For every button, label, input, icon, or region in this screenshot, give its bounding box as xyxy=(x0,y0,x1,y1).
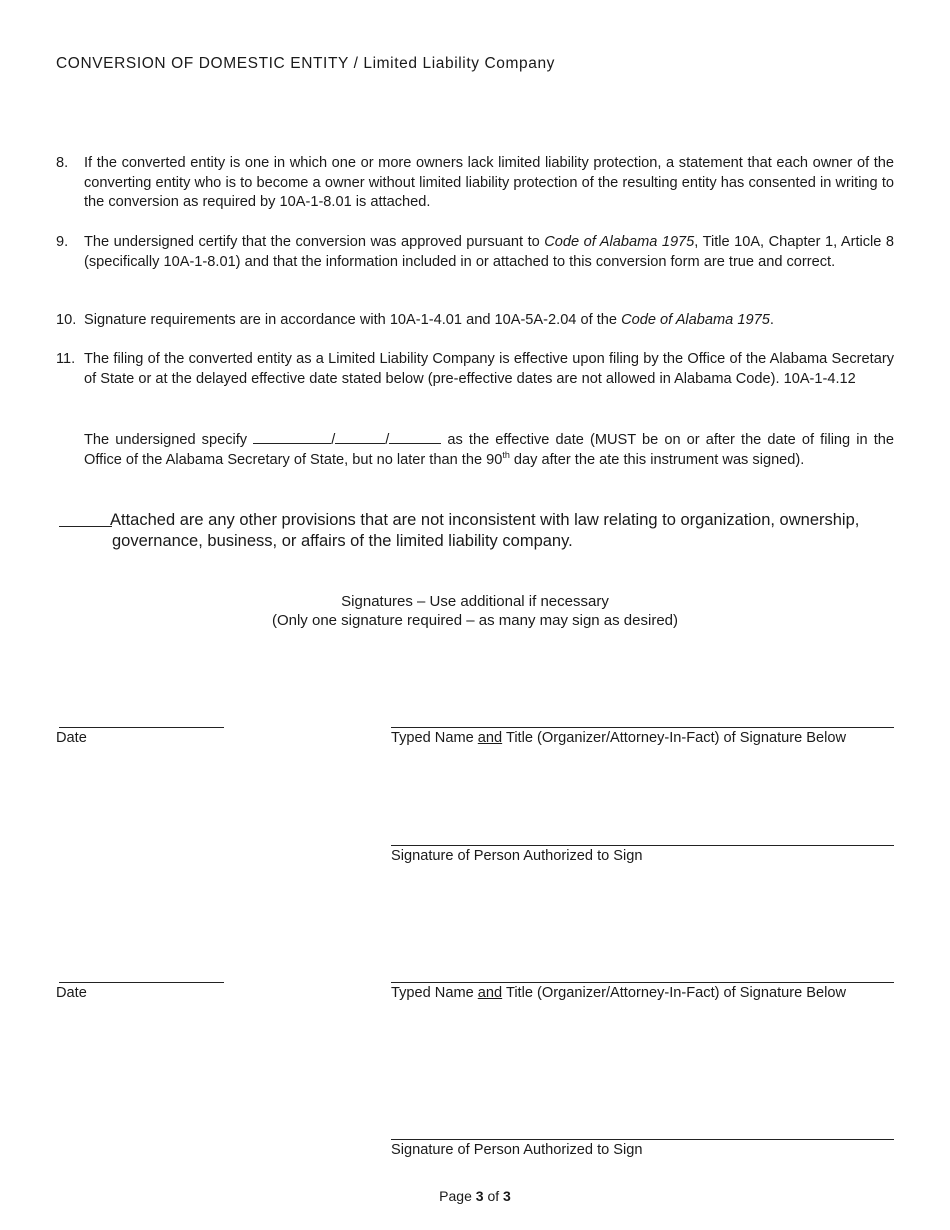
item-number: 8. xyxy=(56,155,69,171)
date-line[interactable] xyxy=(59,982,224,983)
item-10 xyxy=(56,311,894,331)
current-page: 3 xyxy=(475,1188,484,1204)
item-text: The filing of the converted entity as a Limited Liability Company is effective upon filing by the Office of the Alabama Secretary of State or at the delayed effective date stated below (pre-effective dates are not allowed in Alabama Code). 10A-1-4.12 xyxy=(84,351,894,387)
date-label: Date xyxy=(56,985,87,1001)
total-pages: 3 xyxy=(503,1188,511,1204)
item-number: 9. xyxy=(56,234,69,250)
effective-day-field[interactable] xyxy=(335,429,385,444)
item-number: 11. xyxy=(56,351,76,367)
item-text: Signature requirements are in accordance with 10A-1-4.01 and 10A-5A-2.04 of the Code of Alabama 1975. xyxy=(84,312,774,328)
date-label: Date xyxy=(56,730,87,746)
signature-label: Signature of Person Authorized to Sign xyxy=(391,848,643,864)
code-reference: Code of Alabama 1975 xyxy=(544,234,695,250)
item-8 xyxy=(56,154,894,213)
effective-date-paragraph: The undersigned specify / / as the effective date (MUST be on or after the date of filing in the Office of the Alabama Secretary of State, but no later than the 90th day after the ate this instrument was signed). xyxy=(56,429,894,470)
item-number: 10. xyxy=(56,312,77,328)
item-text: The undersigned certify that the conversion was approved pursuant to Code of Alabama 1975, Title 10A, Chapter 1, Article 8 (specifically 10A-1-8.01) and that the information included in or attached to this conversion form are true and correct. xyxy=(84,234,895,270)
typed-name-label: Typed Name and Title (Organizer/Attorney-In-Fact) of Signature Below xyxy=(391,985,847,1001)
effective-year-field[interactable] xyxy=(389,429,441,444)
item-text: If the converted entity is one in which one or more owners lack limited liability protection, a statement that each owner of the converting entity who is to become a owner without limited liability protection of the resulting entity has consented in writing to the conversion as required by 10A-1-8.01 is attached. xyxy=(84,155,894,211)
signature-line[interactable] xyxy=(391,1139,894,1140)
typed-name-line[interactable] xyxy=(391,982,894,983)
typed-name-label: Typed Name and Title (Organizer/Attorney-In-Fact) of Signature Below xyxy=(391,730,847,746)
date-line[interactable] xyxy=(59,727,224,728)
page-header: CONVERSION OF DOMESTIC ENTITY / Limited Liability Company xyxy=(56,55,556,72)
attached-text: Attached are any other provisions that are not inconsistent with law relating to organization, ownership, governance, business, or affairs of the limited liability company. xyxy=(110,511,860,550)
signature-line[interactable] xyxy=(391,845,894,846)
effective-month-field[interactable] xyxy=(253,429,331,444)
typed-name-line[interactable] xyxy=(391,727,894,728)
item-11 xyxy=(56,350,894,389)
attached-provisions xyxy=(56,510,894,552)
code-reference: Code of Alabama 1975 xyxy=(621,312,770,328)
signatures-subtitle: (Only one signature required – as many may sign as desired) xyxy=(271,612,679,629)
attached-checkbox-line[interactable] xyxy=(59,526,112,527)
signature-label: Signature of Person Authorized to Sign xyxy=(391,1142,643,1158)
page-footer: Page 3 of 3 xyxy=(439,1188,511,1204)
signatures-title: Signatures – Use additional if necessary xyxy=(341,593,609,610)
item-9 xyxy=(56,233,894,272)
